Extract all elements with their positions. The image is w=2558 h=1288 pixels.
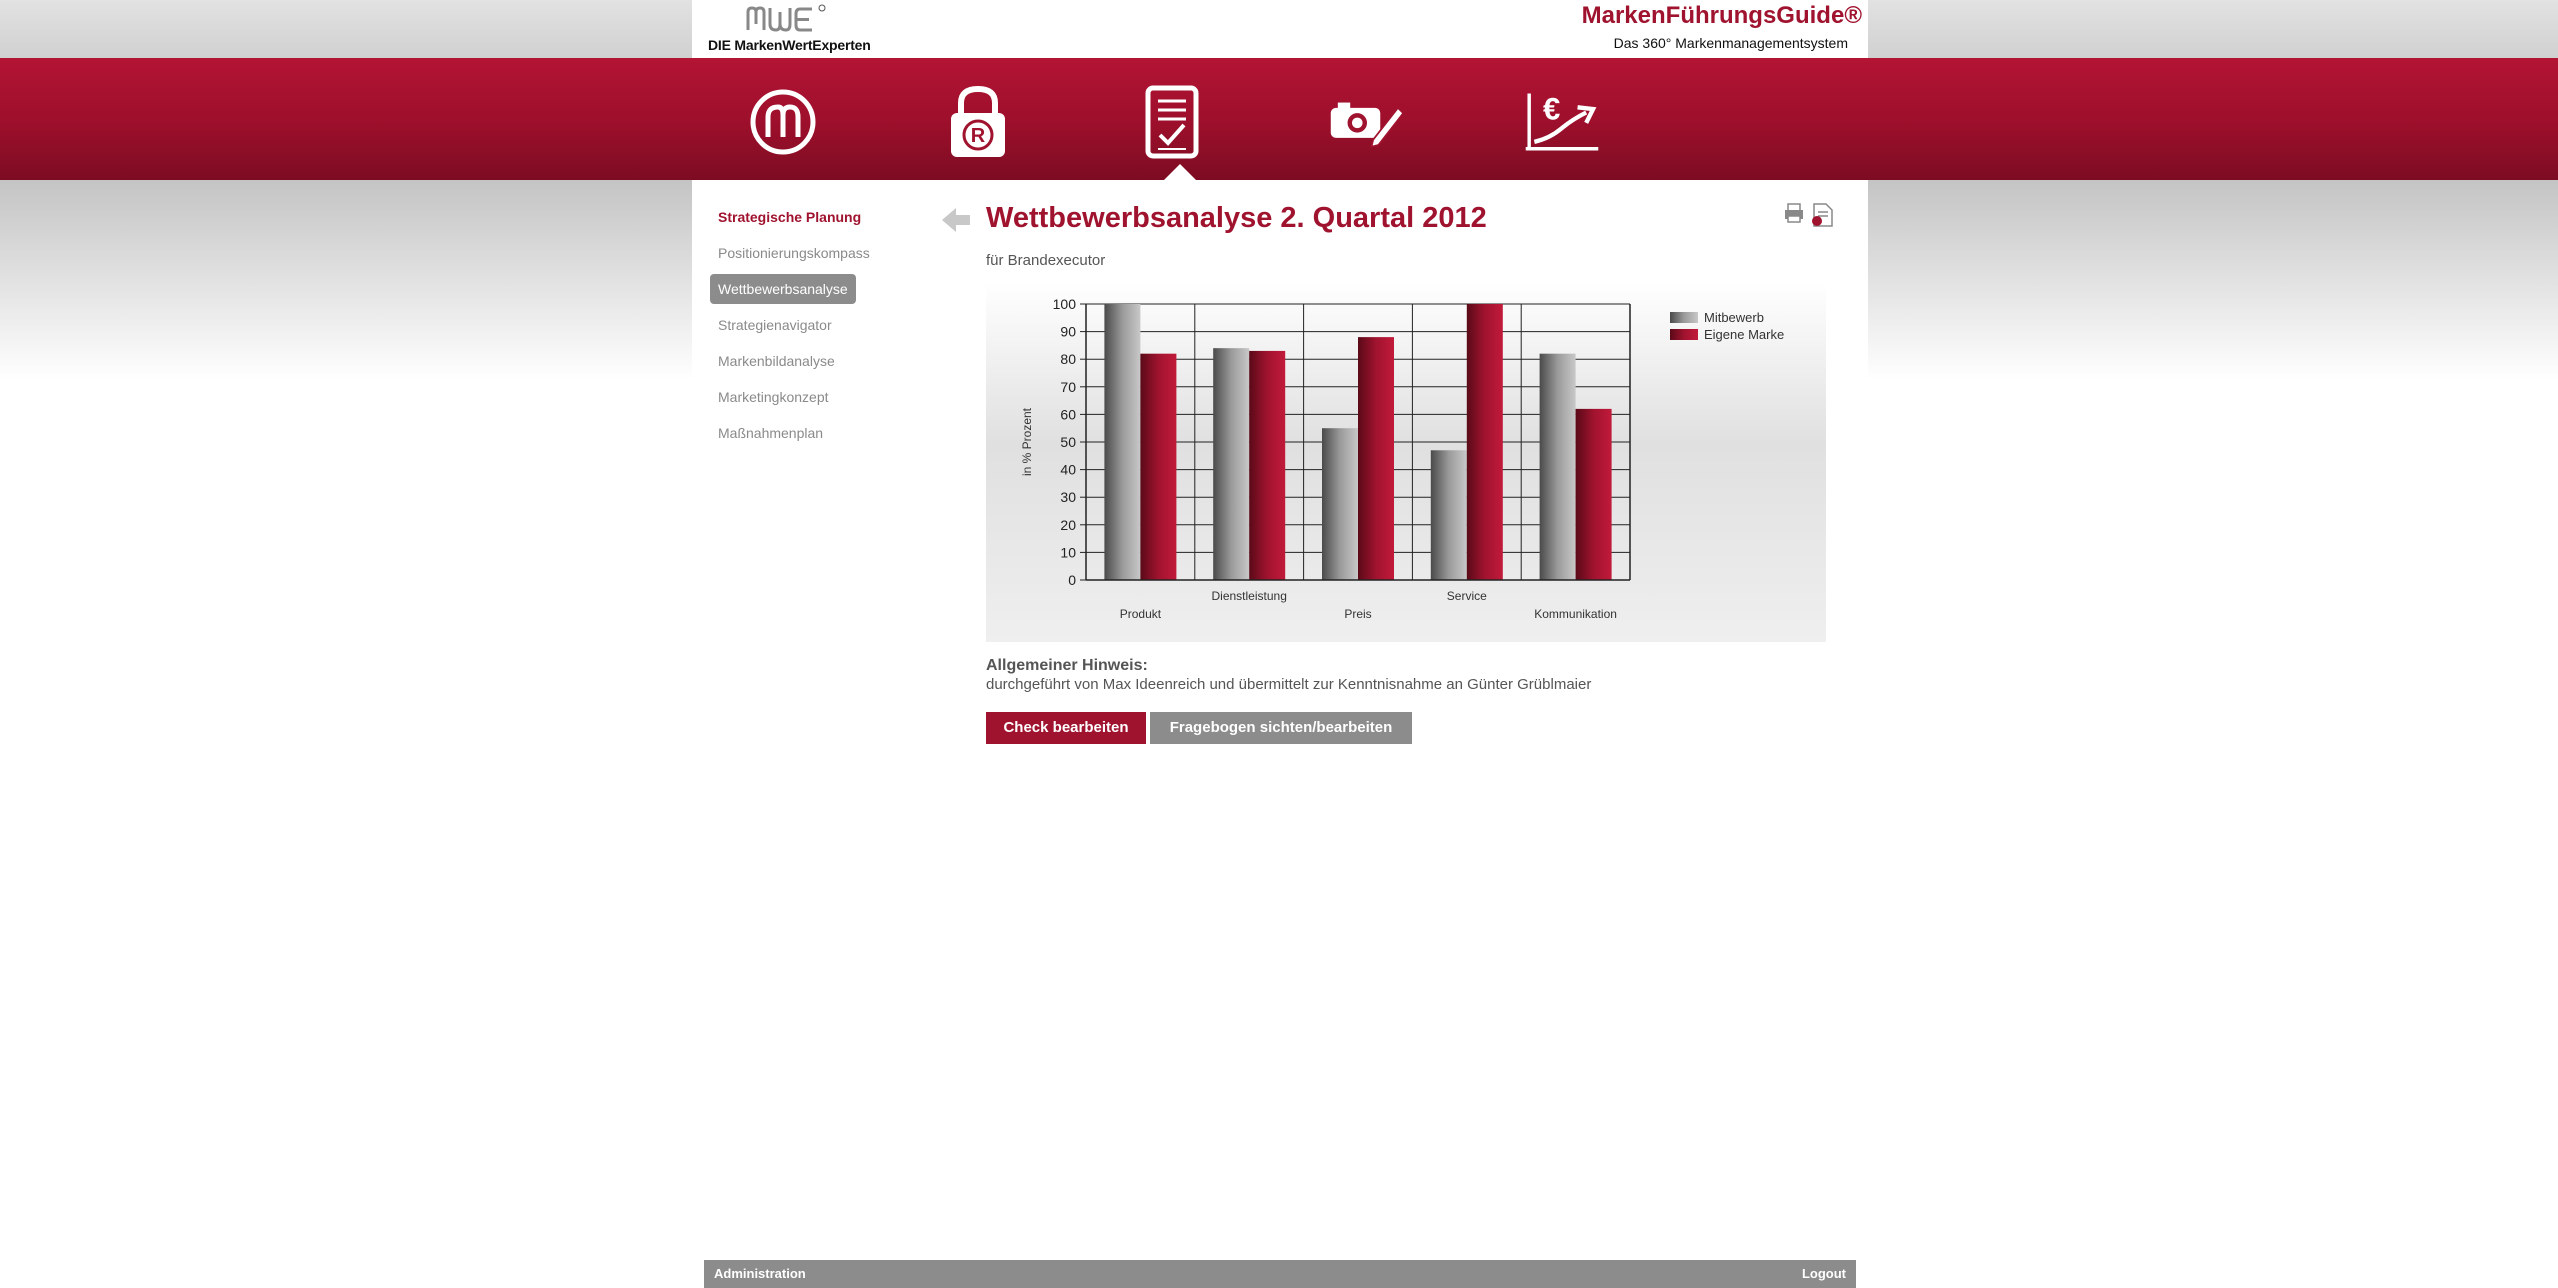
camera-pencil-icon xyxy=(1329,92,1405,152)
nav-marketing-icon[interactable] xyxy=(1329,84,1405,160)
bar-eigene-marke xyxy=(1467,304,1503,580)
y-tick-label: 90 xyxy=(1060,323,1076,340)
x-category-label: Service xyxy=(1446,589,1487,603)
sidebar-section-title[interactable]: Strategische Planung xyxy=(718,209,862,225)
m-circle-icon xyxy=(748,87,818,157)
content-area xyxy=(692,180,1868,1260)
x-category-label: Preis xyxy=(1344,607,1372,621)
hint-text: durchgeführt von Max Ideenreich und übermittelt zur Kenntnisnahme an Günter Grüblmaier xyxy=(986,676,1592,693)
sidebar-item-strategienavigator[interactable]: Strategienavigator xyxy=(718,317,832,333)
page-title: Wettbewerbsanalyse 2. Quartal 2012 xyxy=(986,202,1487,234)
y-tick-label: 40 xyxy=(1060,461,1076,478)
footer-bar xyxy=(704,1260,1856,1288)
competition-chart xyxy=(986,282,1826,642)
bar-eigene-marke xyxy=(1249,351,1285,580)
logo-tagline: DIE MarkenWertExperten xyxy=(708,37,871,53)
checklist-document-icon xyxy=(1144,85,1200,159)
bar-eigene-marke xyxy=(1140,354,1176,580)
y-tick-label: 100 xyxy=(1052,296,1076,312)
y-axis-label: in % Prozent xyxy=(1020,407,1034,477)
x-category-label: Dienstleistung xyxy=(1211,589,1287,603)
legend-swatch xyxy=(1670,329,1698,340)
brand-title: MarkenFührungsGuide® xyxy=(1581,2,1862,29)
logout-link[interactable]: Logout xyxy=(1801,1266,1846,1281)
svg-text:€: € xyxy=(1542,91,1561,127)
sidebar-item-markenbildanalyse[interactable]: Markenbildanalyse xyxy=(718,353,835,369)
sidebar-item-massnahmenplan[interactable]: Maßnahmenplan xyxy=(718,425,824,441)
nav-protection-icon[interactable] xyxy=(940,84,1016,160)
nav-planning-icon[interactable] xyxy=(1134,84,1210,160)
x-category-label: Produkt xyxy=(1119,607,1162,621)
bar-eigene-marke xyxy=(1576,409,1612,580)
legend-swatch xyxy=(1670,312,1698,323)
y-tick-label: 70 xyxy=(1060,378,1076,395)
sidebar xyxy=(710,202,930,454)
mwe-logo[interactable] xyxy=(742,2,832,41)
legend-label: Mitbewerb xyxy=(1704,310,1764,325)
back-button[interactable] xyxy=(940,206,972,239)
bar-mitbewerb xyxy=(1322,428,1358,580)
nav-brand-icon[interactable] xyxy=(745,84,821,160)
bar-mitbewerb xyxy=(1104,304,1140,580)
y-tick-label: 80 xyxy=(1060,351,1076,368)
y-tick-label: 30 xyxy=(1060,489,1076,506)
pdf-export-icon[interactable] xyxy=(1810,202,1834,228)
y-tick-label: 20 xyxy=(1060,516,1076,533)
back-arrow-icon xyxy=(940,206,972,234)
administration-link[interactable]: Administration xyxy=(714,1266,806,1281)
active-nav-pointer xyxy=(1164,164,1196,180)
page-tools xyxy=(1784,202,1834,228)
bar-mitbewerb xyxy=(1213,348,1249,580)
bar-mitbewerb xyxy=(1540,354,1576,580)
nav-controlling-icon[interactable] xyxy=(1524,84,1600,160)
questionnaire-edit-button[interactable]: Fragebogen sichten/bearbeiten xyxy=(1150,712,1412,744)
euro-growth-chart-icon xyxy=(1524,85,1600,159)
y-tick-label: 0 xyxy=(1068,572,1076,588)
page-subtitle: für Brandexecutor xyxy=(986,252,1106,269)
hint-title: Allgemeiner Hinweis: xyxy=(986,657,1148,674)
y-tick-label: 50 xyxy=(1060,434,1076,450)
svg-text:R: R xyxy=(970,125,986,147)
bar-eigene-marke xyxy=(1358,337,1394,580)
x-category-label: Kommunikation xyxy=(1534,607,1617,621)
header xyxy=(692,0,1868,58)
page-container xyxy=(692,0,1868,1288)
main-navigation xyxy=(692,58,1868,180)
bar-mitbewerb xyxy=(1431,450,1467,580)
lock-registered-icon xyxy=(947,85,1009,159)
brand-subtitle: Das 360° Markenmanagementsystem xyxy=(1613,35,1848,51)
bar-chart-svg xyxy=(986,282,1826,642)
print-icon[interactable] xyxy=(1784,202,1804,224)
y-tick-label: 60 xyxy=(1060,406,1076,423)
sidebar-item-wettbewerbsanalyse[interactable]: Wettbewerbsanalyse xyxy=(710,274,856,304)
mwe-logo-icon xyxy=(742,2,832,36)
sidebar-item-marketingkonzept[interactable]: Marketingkonzept xyxy=(718,389,829,405)
y-tick-label: 10 xyxy=(1060,544,1076,561)
sidebar-item-positionierungskompass[interactable]: Positionierungskompass xyxy=(718,245,870,261)
check-edit-button[interactable]: Check bearbeiten xyxy=(986,712,1146,744)
legend-label: Eigene Marke xyxy=(1704,327,1785,342)
